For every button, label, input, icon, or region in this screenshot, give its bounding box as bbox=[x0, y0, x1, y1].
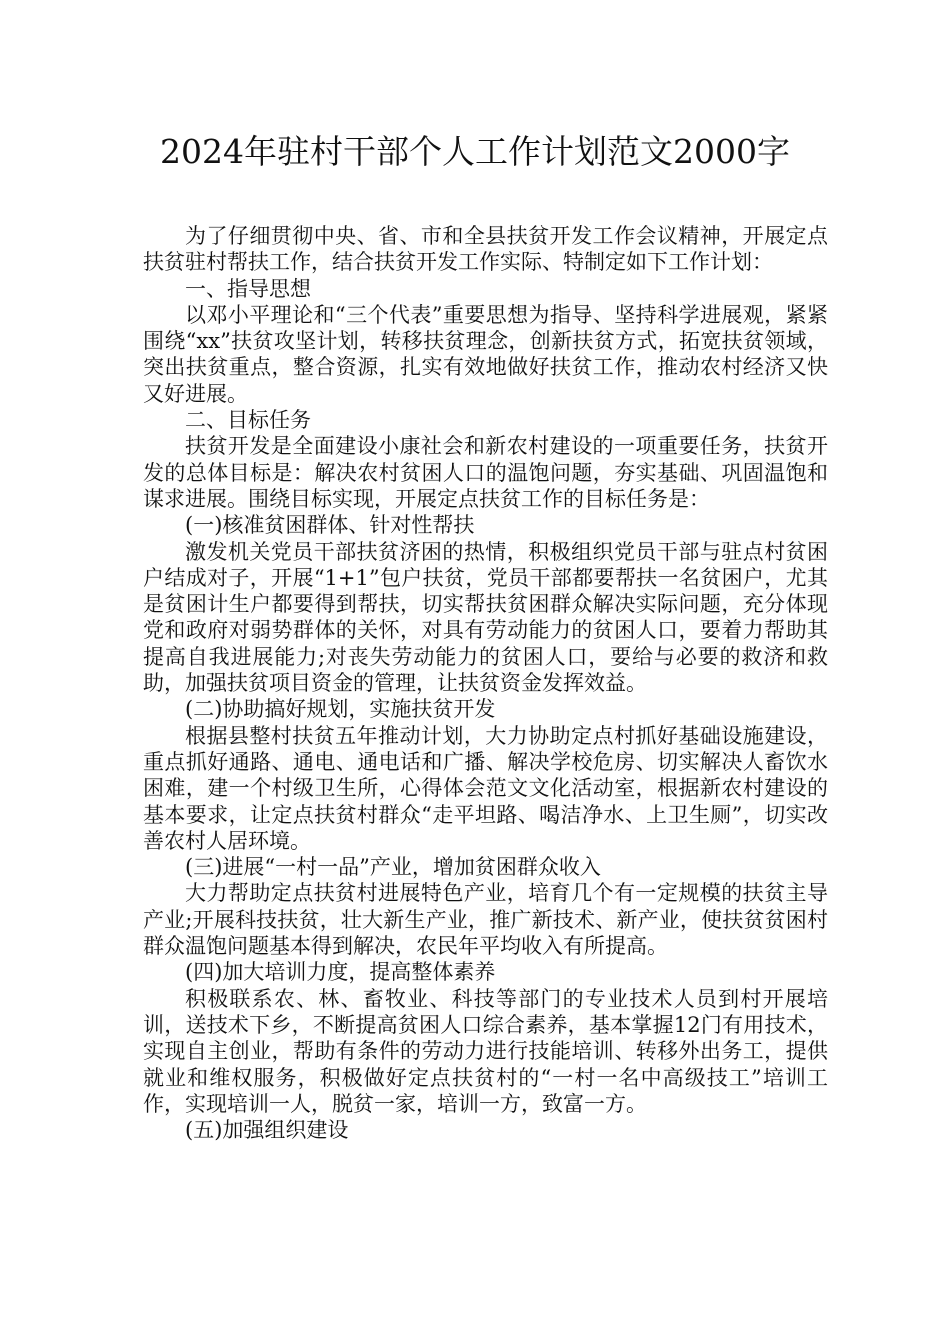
guiding-ideology-paragraph: 以邓小平理论和“三个代表”重要思想为指导、坚持科学进展观，紧紧围绕“xx”扶贫攻坚计划，转移扶贫理念，创新扶贫方式，拓宽扶贫领域，突出扶贫重点，整合资源，扎实有效地做好扶贫工作，推动农村经济又快又好进展。 bbox=[143, 302, 828, 406]
document-body bbox=[143, 223, 828, 1143]
subsection-heading-5: (五)加强组织建设 bbox=[185, 1118, 349, 1143]
goals-paragraph: 扶贫开发是全面建设小康社会和新农村建设的一项重要任务，扶贫开发的总体目标是：解决农村贫困人口的温饱问题，夯实基础、巩固温饱和谋求进展。围绕目标实现，开展定点扶贫工作的目标任务是： bbox=[143, 434, 828, 511]
subsection-3-paragraph: 大力帮助定点扶贫村进展特色产业，培育几个有一定规模的扶贫主导产业;开展科技扶贫，壮大新生产业，推广新技术、新产业，使扶贫贫困村群众温饱问题基本得到解决，农民年平均收入有所提高。 bbox=[143, 881, 828, 959]
subsection-1-paragraph: 激发机关党员干部扶贫济困的热情，积极组织党员干部与驻点村贫困户结成对子，开展“1+1”包户扶贫，党员干部都要帮扶一名贫困户，尤其是贫困计生户都要得到帮扶，切实帮扶贫困群众解决实际问题，充分体现党和政府对弱势群体的关怀，对具有劳动能力的贫困人口，要着力帮助其提高自我进展能力;对丧失劳动能力的贫困人口，要给与必要的救济和救助，加强扶贫项目资金的管理，让扶贫资金发挥效益。 bbox=[143, 539, 828, 696]
subsection-2-paragraph: 根据县整村扶贫五年推动计划，大力协助定点村抓好基础设施建设，重点抓好通路、通电、通电话和广播、解决学校危房、切实解决人畜饮水困难，建一个村级卫生所，心得体会范文文化活动室，根据新农村建设的基本要求，让定点扶贫村群众“走平坦路、喝洁净水、上卫生厕”，切实改善农村人居环境。 bbox=[143, 723, 828, 853]
subsection-heading-2: (二)协助搞好规划，实施扶贫开发 bbox=[185, 697, 496, 722]
document-title: 2024年驻村干部个人工作计划范文2000字 bbox=[160, 132, 790, 171]
section-heading-guiding-ideology: 一、指导思想 bbox=[185, 276, 311, 301]
subsection-heading-3: (三)进展“一村一品”产业，增加贫困群众收入 bbox=[185, 855, 601, 880]
section-heading-goals: 二、目标任务 bbox=[185, 408, 311, 433]
subsection-heading-1: (一)核准贫困群体、针对性帮扶 bbox=[185, 513, 475, 538]
subsection-4-paragraph: 积极联系农、林、畜牧业、科技等部门的专业技术人员到村开展培训，送技术下乡，不断提高贫困人口综合素养，基本掌握12门有用技术，实现自主创业，帮助有条件的劳动力进行技能培训、转移外出务工，提供就业和维权服务，积极做好定点扶贫村的“一村一名中高级技工”培训工作，实现培训一人，脱贫一家，培训一方，致富一方。 bbox=[143, 986, 828, 1116]
subsection-heading-4: (四)加大培训力度，提高整体素养 bbox=[185, 960, 496, 985]
intro-paragraph: 为了仔细贯彻中央、省、市和全县扶贫开发工作会议精神，开展定点扶贫驻村帮扶工作，结合扶贫开发工作实际、特制定如下工作计划： bbox=[143, 224, 828, 275]
